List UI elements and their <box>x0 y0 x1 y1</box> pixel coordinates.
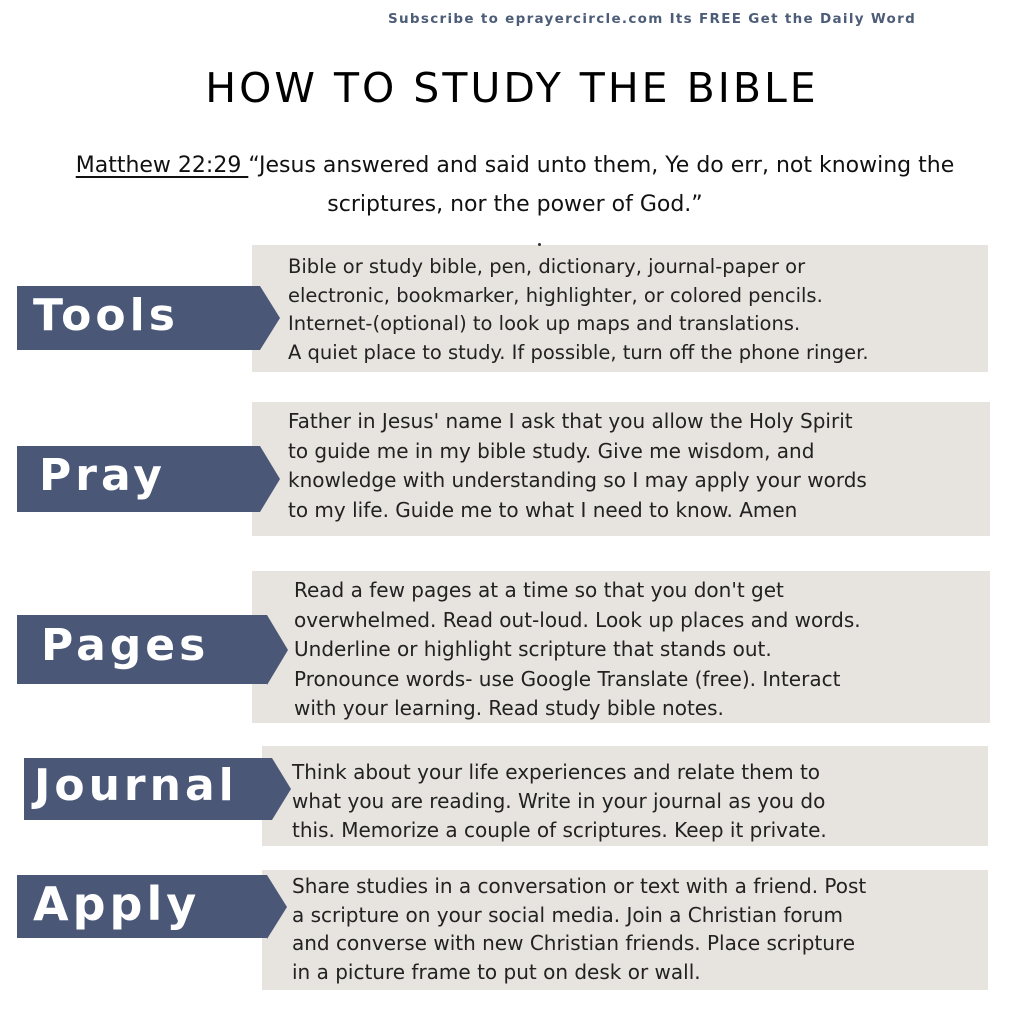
journal-description: Think about your life experiences and relate them to what you are reading. Write in your journal as you do this. Memorize a couple of scriptures. Keep it private. <box>292 760 827 842</box>
tools-text-box <box>252 245 988 372</box>
tools-arrow-icon <box>260 286 280 350</box>
apply-description: Share studies in a conversation or text with a friend. Post a scripture on your social media. Join a Christian forum and converse with new Christian friends. Place scripture in a picture frame to put on desk or wall. <box>292 874 867 984</box>
pray-arrow-icon <box>260 446 280 512</box>
journal-label <box>24 758 272 820</box>
pages-label-text: Pages <box>41 620 210 671</box>
journal-label-text: Journal <box>34 760 238 811</box>
pages-arrow-icon <box>267 615 288 685</box>
pray-label <box>17 446 260 512</box>
pray-description: Father in Jesus' name I ask that you allow the Holy Spirit to guide me in my bible study. Give me wisdom, and knowledge with understanding so I may apply your words to my life. Guide me to what I need to know. Amen <box>288 409 867 522</box>
tools-description: Bible or study bible, pen, dictionary, journal-paper or electronic, bookmarker, highlighter, or colored pencils. Internet-(optional) to look up maps and translations. A quiet place to study. If possible, turn off the phone ringer. <box>288 255 869 364</box>
apply-text-box <box>262 870 988 990</box>
stray-dot <box>538 243 541 246</box>
pray-label-text: Pray <box>39 450 166 501</box>
apply-label <box>17 875 267 938</box>
apply-label-text: Apply <box>33 877 201 931</box>
verse-text: “Jesus answered and said unto them, Ye do err, not knowing the scriptures, nor the power of God.” <box>248 153 955 217</box>
apply-arrow-icon <box>267 875 287 939</box>
pray-text-box <box>252 402 990 536</box>
verse-reference: Matthew 22:29 <box>75 153 249 178</box>
tools-label-text: Tools <box>33 290 179 341</box>
journal-arrow-icon <box>272 758 291 820</box>
scripture-verse <box>60 146 970 224</box>
page-title: HOW TO STUDY THE BIBLE <box>205 64 819 112</box>
pages-description: Read a few pages at a time so that you don't get overwhelmed. Read out-loud. Look up places and words. Underline or highlight scripture that stands out. Pronounce words- use Google Translate (free). Interact with your learning. Read study bible notes. <box>294 578 861 720</box>
subscribe-banner: Subscribe to eprayercircle.com Its FREE Get the Daily Word <box>388 11 917 27</box>
tools-label <box>17 286 260 350</box>
pages-label <box>17 615 267 684</box>
journal-text-box <box>262 746 988 846</box>
pages-text-box <box>252 571 990 723</box>
